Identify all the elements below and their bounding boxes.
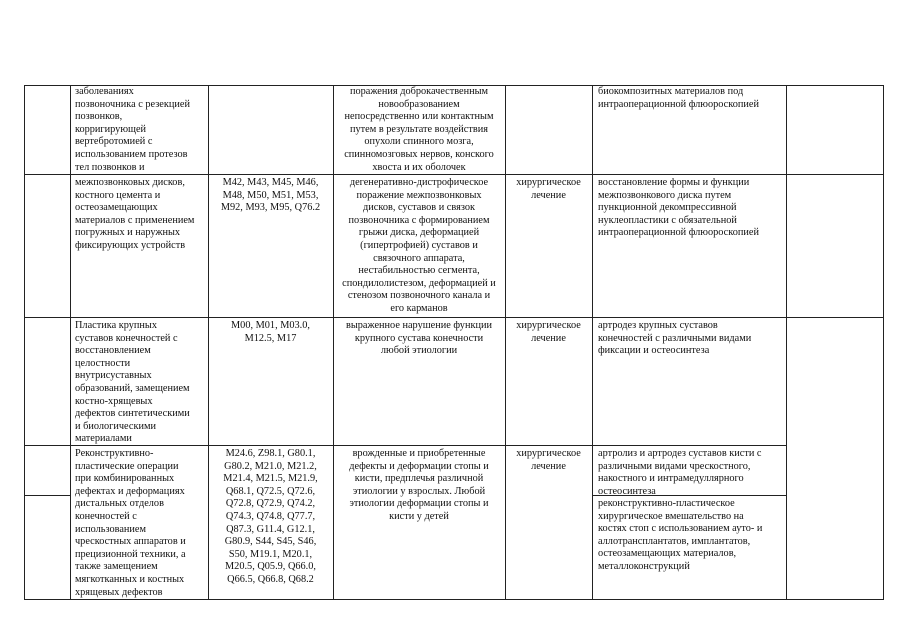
row4-method: артролиз и артродез суставов кисти с различными видами чрескостного, накостного и интрамедуллярного остеосинтеза [598, 448, 762, 497]
row1-method: биокомпозитных материалов под интраоперационной флюороскопией [598, 86, 759, 110]
row-divider-2 [24, 317, 884, 318]
row3-codes: M00, M01, M03.0, M12.5, M17 [231, 320, 310, 344]
row2-desc: межпозвонковых дисков, костного цемента и остеозамещающих материалов с применением погружных и наружных фиксирующих устройств [75, 177, 195, 251]
table-bottom-border [24, 599, 884, 600]
row4-desc: Реконструктивно- пластические операции при комбинированных дефектах и деформациях дистальных отделов конечностей с использованием чрескостных аппаратов и прецизионной техники, а также замещением мягкотканных и костных хрящевых дефектов [75, 448, 186, 598]
row3-treatment: хирургическое лечение [516, 320, 581, 344]
col-border-3 [333, 85, 334, 600]
row3-desc: Пластика крупных суставов конечностей с восстановлением целостности внутрисуставных образований, замещением костно-хрящевых дефектов синтетическими и биологическими материалами [75, 320, 190, 445]
row2-method: восстановление формы и функции межпозвонкового диска путем пункционной декомпрессивной нуклеопластики с обязательной интраоперационной флюороскопией [598, 177, 759, 239]
col-border-6 [786, 85, 787, 600]
row3-method: артродез крупных суставов конечностей с различными видами фиксации и остеосинтеза [598, 320, 752, 357]
col-border-1 [70, 85, 71, 600]
row3-model: выраженное нарушение функции крупного сустава конечности любой этиологии [345, 320, 492, 357]
row2-codes: M42, M43, M45, M46, M48, M50, M51, M53, M92, M93, M95, Q76.2 [220, 177, 321, 214]
row4-codes: M24.6, Z98.1, G80.1, G80.2, M21.0, M21.2, M21.4, M21.5, M21.9, Q68.1, Q72.5, Q72.6, Q72.8, Q72.9, Q74.2, Q74.3, Q74.8, Q77.7, Q87.3, G11.4, G12.1, G80.9, S44, S45, S46, S50, M19.1, M20.1, M20.5, Q05.9, Q66.0, Q66.5, Q66.8, Q68.2 [223, 448, 318, 585]
row1-model: поражения доброкачественным новообразованием непосредственно или контактным путем в результате воздействия опухоли спинного мозга, спинномозговых нервов, конского хвоста и их оболочек [344, 86, 494, 173]
row2-treatment: хирургическое лечение [516, 177, 581, 201]
col-border-0 [24, 85, 25, 600]
row4-model: врожденные и приобретенные дефекты и деформации стопы и кисти, предплечья различной этиологии у взрослых. Любой этиологии деформации стопы и кисти у детей [349, 448, 489, 522]
row4-method2: реконструктивно-пластическое хирургическое вмешательство на костях стоп с использованием ауто- и аллотрансплантатов, имплантатов, остеозамещающих материалов, металлоконструкций [598, 498, 763, 572]
col-border-7 [883, 85, 884, 600]
row1-desc: заболеваниях позвоночника с резекцией позвонков, корригирующей вертебротомией с использованием протезов тел позвонков и [75, 86, 190, 173]
col-border-4 [505, 85, 506, 600]
row-divider-4-left [24, 495, 70, 496]
col-border-5 [592, 85, 593, 600]
row4-treatment: хирургическое лечение [516, 448, 581, 472]
medical-care-table [24, 85, 884, 600]
col-border-2 [208, 85, 209, 600]
row2-model: дегенеративно-дистрофическое поражение межпозвонковых дисков, суставов и связок позвоночника с формированием грыжи диска, деформацией (гипертрофией) суставов и связочного аппарата, нестабильностью сегмента, спондилолистезом, деформацией и стенозом позвоночного канала и его карманов [342, 177, 496, 314]
